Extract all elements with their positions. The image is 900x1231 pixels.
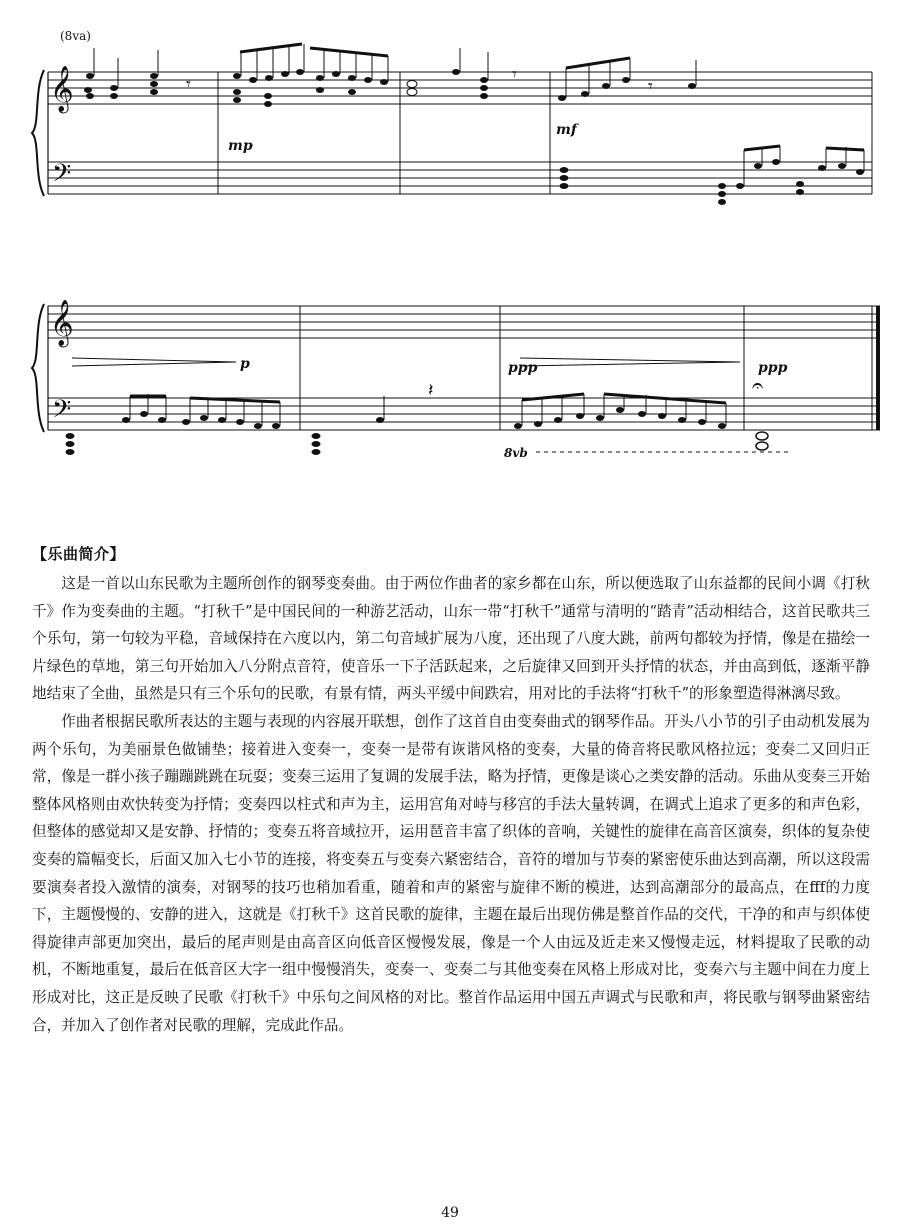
treble-staff-2 xyxy=(48,306,880,338)
fermata-icon: 𝄐 xyxy=(752,373,764,397)
treble-clef-icon: 𝄞 xyxy=(50,66,74,112)
rest-icon: 𝄽 xyxy=(428,380,434,401)
section-heading: 【乐曲简介】 xyxy=(32,545,126,563)
rest-icon: 𝄾 xyxy=(648,76,653,97)
page-number: 49 xyxy=(441,1205,459,1221)
treble-staff-1 xyxy=(48,72,872,104)
system-1 xyxy=(32,44,872,205)
hairpin-icon xyxy=(72,358,236,362)
brace-1 xyxy=(32,70,44,196)
chord-group-m1 xyxy=(84,73,158,99)
beamed-notes-m2 xyxy=(233,44,388,107)
system-2 xyxy=(32,300,880,455)
bass-clef-icon: 𝄢 xyxy=(52,395,72,430)
dynamic-p: p xyxy=(240,356,250,372)
bass-chords-sys1 xyxy=(560,159,865,205)
dynamic-mf: mf xyxy=(556,122,577,138)
bass-staff-2 xyxy=(48,398,880,430)
bass-staff-1 xyxy=(48,162,872,194)
dynamic-ppp-2: ppp xyxy=(758,360,788,376)
dynamic-mp: mp xyxy=(228,138,253,154)
brace-2 xyxy=(32,304,44,432)
intro-paragraph-2: 作曲者根据民歌所表达的主题与表现的内容展开联想，创作了这首自由变奏曲式的钢琴作品。开头八小节的引子由动机发展为两个乐句，为美丽景色做铺垫；接着进入变奏一，变奏一是带有诙谐风格的变奏，大量的倚音将民歌风格拉远；变奏二又回归正常，像是一群小孩子蹦蹦跳跳在玩耍；变奏三运用了复调的发展手法，略为抒情，更像是谈心之类安静的活动。乐曲从变奏三开始整体风格则由欢快转变为抒情；变奏四以柱式和声为主，运用宫角对峙与移宫的手法大量转调，在调式上追求了更多的和声色彩，但整体的感觉却又是安静、抒情的；变奏五将音域拉开，运用琶音丰富了织体的音响，关键性的旋律在高音区演奏，织体的复杂使变奏的篇幅变长，后面又加入七小节的连接，将变奏五与变奏六紧密结合，音符的增加与节奏的紧密使乐曲达到高潮，所以这段需要演奏者投入激情的演奏，对钢琴的技巧也稍加看重，随着和声的紧密与旋律不断的模进，达到高潮部分的最高点，在fff的力度下，主题慢慢的、安静的进入，这就是《打秋千》这首民歌的旋律，主题在最后出现仿佛是整首作品的交代，干净的和声与织体使得旋律声部更加突出，最后的尾声则是由高音区向低音区慢慢发展，像是一个人由远及近走来又慢慢走远，材料提取了民歌的动机，不断地重复，最后在低音区大字一组中慢慢消失，变奏一、变奏二与其他变奏在风格上形成对比，变奏六与主题中间在力度上形成对比，这正是反映了民歌《打秋千》中乐句之间风格的对比。整首作品运用中国五声调式与民歌和声，将民歌与钢琴曲紧密结合，并加入了创作者对民歌的理解，完成此作品。 xyxy=(32,712,870,1034)
rest-icon: 𝄾 xyxy=(186,74,191,95)
ottava-bassa-mark: 8vb xyxy=(504,446,528,460)
music-score xyxy=(0,0,900,470)
intro-text xyxy=(32,570,870,1039)
rest-icon: 𝄾 xyxy=(512,64,517,85)
ottava-mark: (8va) xyxy=(60,29,91,43)
treble-clef-icon: 𝄞 xyxy=(50,300,74,346)
bass-clef-icon: 𝄢 xyxy=(52,159,72,194)
dynamic-ppp-1: ppp xyxy=(508,360,538,376)
chord-group-m3 xyxy=(407,69,488,99)
intro-paragraph-1: 这是一首以山东民歌为主题所创作的钢琴变奏曲。由于两位作曲者的家乡都在山东，所以便选取了山东益都的民间小调《打秋千》作为变奏曲的主题。“打秋千”是中国民间的一种游艺活动，山东一带“打秋千”通常与清明的“踏青”活动相结合，这首民歌共三个乐句，第一句较为平稳，音域保持在六度以内，第二句音域扩展为八度，还出现了八度大跳，前两句都较为抒情，像是在描绘一片绿色的草地，第三句开始加入八分附点音符，使音乐一下子活跃起来，之后旋律又回到开头抒情的状态，并由高到低，逐渐平静地结束了全曲，虽然是只有三个乐句的民歌，有景有情，两头平缓中间跌宕，用对比的手法将“打秋千”的形象塑造得淋漓尽致。 xyxy=(32,575,870,703)
